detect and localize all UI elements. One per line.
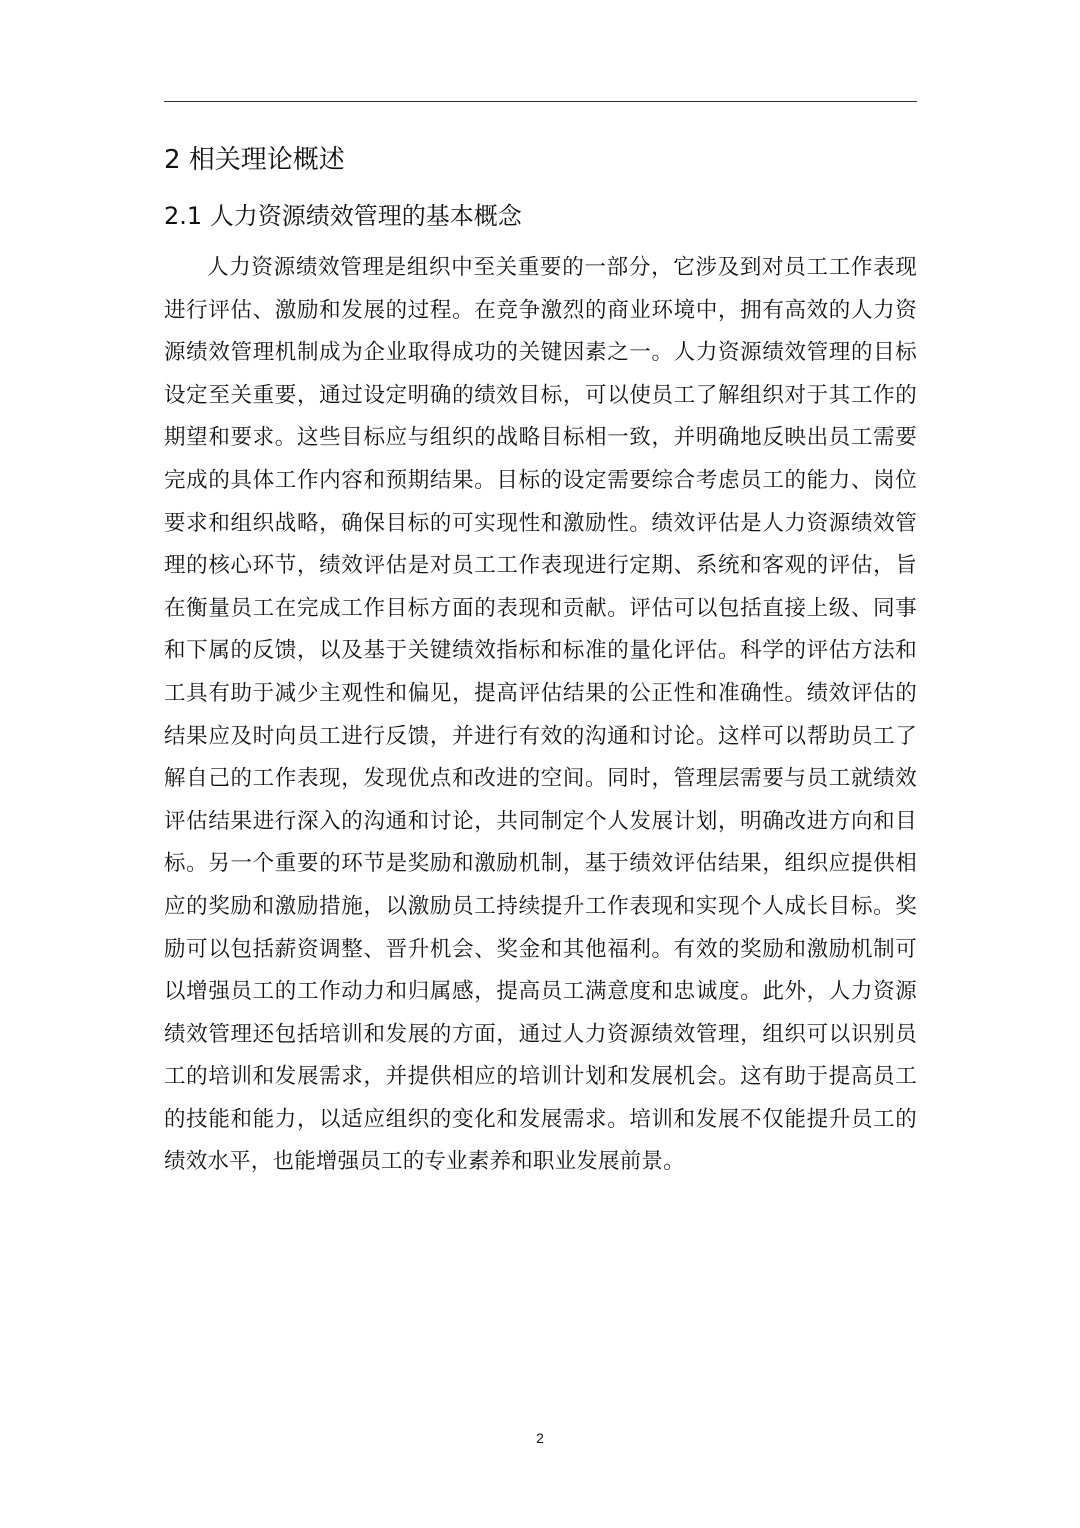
section-title: 2.1 人力资源绩效管理的基本概念 [164, 202, 522, 230]
page-number: 2 [536, 1430, 544, 1446]
header-rule [164, 101, 917, 102]
body-paragraph: 人力资源绩效管理是组织中至关重要的一部分，它涉及到对员工工作表现进行评估、激励和发展的过程。在竞争激烈的商业环境中，拥有高效的人力资源绩效管理机制成为企业取得成功的关键因素之一。人力资源绩效管理的目标设定至关重要，通过设定明确的绩效目标，可以使员工了解组织对于其工作的期望和要求。这些目标应与组织的战略目标相一致，并明确地反映出员工需要完成的具体工作内容和预期结果。目标的设定需要综合考虑员工的能力、岗位要求和组织战略，确保目标的可实现性和激励性。绩效评估是人力资源绩效管理的核心环节，绩效评估是对员工工作表现进行定期、系统和客观的评估，旨在衡量员工在完成工作目标方面的表现和贡献。评估可以包括直接上级、同事和下属的反馈，以及基于关键绩效指标和标准的量化评估。科学的评估方法和工具有助于减少主观性和偏见，提高评估结果的公正性和准确性。绩效评估的结果应及时向员工进行反馈，并进行有效的沟通和讨论。这样可以帮助员工了解自己的工作表现，发现优点和改进的空间。同时，管理层需要与员工就绩效评估结果进行深入的沟通和讨论，共同制定个人发展计划，明确改进方向和目标。另一个重要的环节是奖励和激励机制，基于绩效评估结果，组织应提供相应的奖励和激励措施，以激励员工持续提升工作表现和实现个人成长目标。奖励可以包括薪资调整、晋升机会、奖金和其他福利。有效的奖励和激励机制可以增强员工的工作动力和归属感，提高员工满意度和忠诚度。此外，人力资源绩效管理还包括培训和发展的方面，通过人力资源绩效管理，组织可以识别员工的培训和发展需求，并提供相应的培训计划和发展机会。这有助于提高员工的技能和能力，以适应组织的变化和发展需求。培训和发展不仅能提升员工的绩效水平，也能增强员工的专业素养和职业发展前景。 [164, 255, 917, 1175]
chapter-title: 2 相关理论概述 [164, 145, 345, 175]
